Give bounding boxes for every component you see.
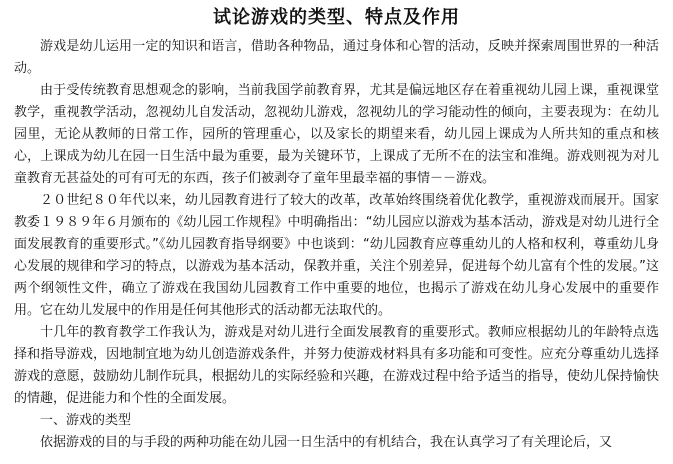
document-title: 试论游戏的类型、特点及作用	[213, 7, 460, 28]
paragraph-traditional-view: 由于受传统教育思想观念的影响，当前我国学前教育界，尤其是偏远地区存在着重视幼儿园上课，重视课堂教学，重视教学活动，忽视幼儿自发活动，忽视幼儿游戏，忽视幼儿的学习能动性的倾向，主要表现为：在幼儿园里，无论从教师的日常工作，园所的管理重心，以及家长的期望来看，幼儿园上课成为人所共知的重点和核心，上课成为幼儿在园一日生活中最为重要，最为关键环节，上课成了无所不在的法宝和准绳。游戏则视为对儿童教育无甚益处的可有可无的东西，孩子们被剥夺了童年里最幸福的事情－－游戏。	[14, 83, 659, 186]
paragraph-reform: ２０世纪８０年代以来，幼儿园教育进行了较大的改革，改革始终围绕着优化教学，重视游戏而展开。国家教委１９８９年６月颁布的《幼儿园工作规程》中明确指出：“幼儿园应以游戏为基本活动，游戏是对幼儿进行全面发展教育的重要形式。”《幼儿园教育指导纲要》中也谈到：“幼儿园教育应尊重幼儿的人格和权利，尊重幼儿身心发展的规律和学习的特点，以游戏为基本活动，保教并重，关注个别差异，促进每个幼儿富有个性的发展。”这两个纲领性文件，确立了游戏在我国幼儿园教育工作中重要的地位，也揭示了游戏在幼儿身心发展中的重要作用。它在幼儿发展中的作用是任何其他形式的活动都无法取代的。	[14, 193, 659, 318]
paragraph-section-start: 依据游戏的目的与手段的两种功能在幼儿园一日生活中的有机结合，我在认真学习了有关理论后，又	[40, 435, 613, 450]
section-heading: 一、游戏的类型	[40, 413, 132, 428]
paragraph-experience: 十几年的教育教学工作我认为，游戏是对幼儿进行全面发展教育的重要形式。教师应根据幼儿的年龄特点选择和指导游戏，因地制宜地为幼儿创造游戏条件，并努力使游戏材料具有多功能和可变性。应充分尊重幼儿选择游戏的意愿，鼓励幼儿制作玩具，根据幼儿的实际经验和兴趣，在游戏过程中给予适当的指导，使幼儿保持愉快的情趣，促进能力和个性的全面发展。	[14, 325, 659, 406]
paragraph-definition: 游戏是幼儿运用一定的知识和语言，借助各种物品，通过身体和心智的活动，反映并探索周围世界的一种活动。	[14, 39, 659, 76]
